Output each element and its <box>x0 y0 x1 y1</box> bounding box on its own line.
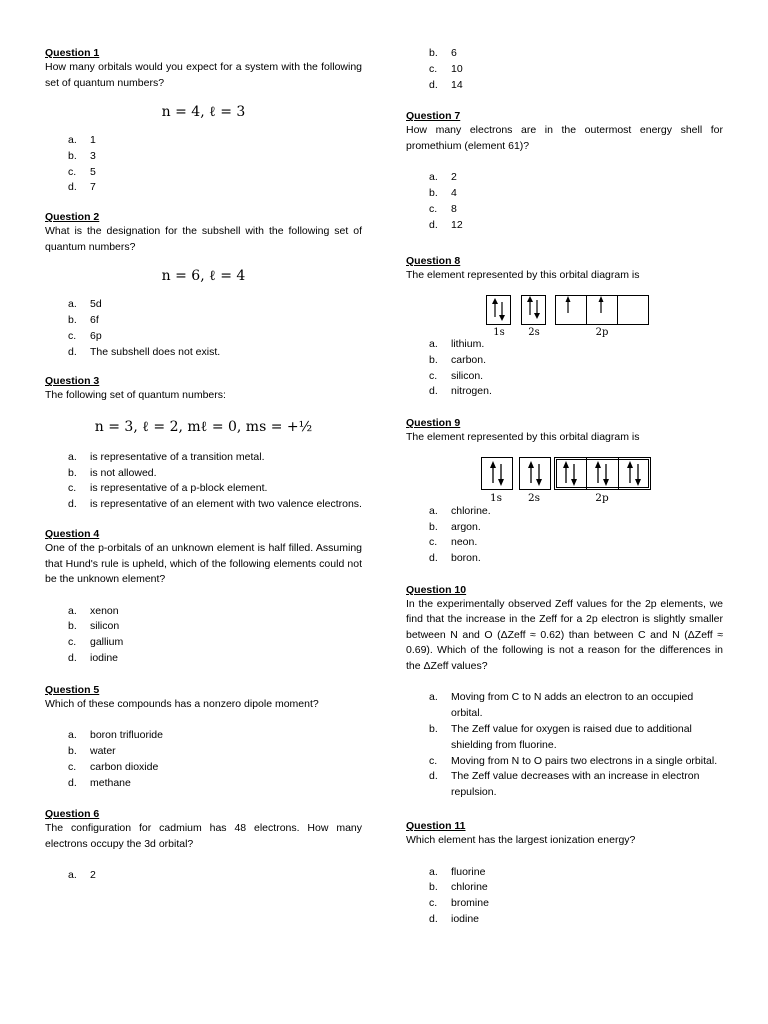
orbital-label-1s: 1s <box>493 327 505 338</box>
answer-option[interactable] <box>45 760 362 776</box>
option-text: 5d <box>90 298 102 311</box>
orbital-diagram <box>406 287 723 337</box>
answer-option[interactable] <box>406 170 723 186</box>
option-text: xenon <box>90 604 119 617</box>
answer-option[interactable] <box>406 46 723 62</box>
answer-options <box>406 865 723 928</box>
question-heading: Question 2 <box>45 211 100 224</box>
answer-option[interactable] <box>406 218 723 234</box>
option-letter: d. <box>429 770 438 783</box>
option-letter: c. <box>429 62 438 75</box>
question-text: In the experimentally observed Zeff values for the 2p elements, we find that the increase in the Zeff for a 2p electron is slightly smaller between N and O (ΔZeff ≈ 0.62) than between C and N (ΔZeff ≈ 0.69). Which of the following is not a reason for the differences in the ΔZeff values? <box>406 597 723 672</box>
option-text: The Zeff value decreases with an increase in electron repulsion. <box>451 770 700 799</box>
option-text: gallium <box>90 636 124 649</box>
option-letter: d. <box>68 345 77 358</box>
answer-option[interactable] <box>45 297 362 313</box>
option-text: 10 <box>451 62 463 75</box>
answer-option[interactable] <box>45 776 362 792</box>
question-3 <box>45 374 362 513</box>
question-heading: Question 4 <box>45 528 100 541</box>
spin-down-arrow <box>536 479 542 486</box>
option-letter: d. <box>429 552 438 565</box>
answer-option[interactable] <box>45 868 362 884</box>
question-7 <box>406 109 723 233</box>
option-text: iodine <box>90 651 119 664</box>
option-letter: b. <box>68 149 77 162</box>
option-letter: b. <box>429 353 438 366</box>
option-letter: a. <box>68 134 77 146</box>
answer-option[interactable] <box>406 690 723 722</box>
orbital-box-2s <box>522 296 546 325</box>
option-letter: a. <box>429 338 438 351</box>
spin-down-arrow <box>635 479 641 486</box>
option-letter: a. <box>68 450 77 463</box>
question-heading: Question 6 <box>45 808 100 821</box>
right-column <box>406 46 723 928</box>
option-text: is not allowed. <box>90 466 157 479</box>
option-letter: c. <box>429 369 438 382</box>
answer-option[interactable] <box>406 551 723 567</box>
answer-option[interactable] <box>45 180 362 196</box>
question-heading: Question 5 <box>45 683 100 696</box>
option-letter: b. <box>429 723 438 736</box>
question-heading: Question 3 <box>45 375 100 388</box>
spin-up-arrow <box>527 296 533 302</box>
spin-down-arrow <box>498 479 504 486</box>
answer-option[interactable] <box>45 466 362 482</box>
option-text: 4 <box>451 187 457 200</box>
option-text: chlorine. <box>451 504 491 517</box>
answer-option[interactable] <box>406 369 723 385</box>
option-letter: b. <box>68 313 77 326</box>
question-4 <box>45 527 362 667</box>
option-text: 1 <box>90 134 96 146</box>
answer-option[interactable] <box>406 896 723 912</box>
quantum-equation: n = 6, ℓ = 4 <box>161 268 246 285</box>
option-letter: d. <box>68 776 77 789</box>
orbital-label-2p: 2p <box>595 491 609 504</box>
option-text: 6p <box>90 329 102 342</box>
option-letter: b. <box>429 881 438 894</box>
spin-up-arrow <box>595 461 601 468</box>
question-9 <box>406 416 723 567</box>
option-text: lithium. <box>451 338 485 351</box>
option-text: is representative of an element with two valence electrons. <box>90 498 362 511</box>
question-text: Which of these compounds has a nonzero dipole moment? <box>45 697 319 710</box>
orbital-label-2s: 2s <box>527 491 541 504</box>
option-letter: c. <box>429 897 438 910</box>
answer-option[interactable] <box>406 520 723 536</box>
spin-up-arrow <box>627 461 633 468</box>
question-text: Which element has the largest ionization energy? <box>406 834 636 847</box>
option-text: neon. <box>451 536 478 549</box>
option-letter: a. <box>429 865 438 878</box>
option-text: 6 <box>451 47 457 59</box>
answer-option[interactable] <box>45 133 362 149</box>
option-letter: d. <box>429 912 438 925</box>
option-letter: c. <box>429 536 438 549</box>
option-letter: c. <box>68 329 77 342</box>
option-text: nitrogen. <box>451 385 492 398</box>
question-5 <box>45 683 362 792</box>
option-text: Moving from C to N adds an electron to an occupied orbital. <box>451 691 694 720</box>
option-letter: d. <box>68 498 77 511</box>
answer-options <box>45 868 362 884</box>
option-letter: d. <box>429 385 438 398</box>
option-text: silicon. <box>451 369 484 382</box>
option-letter: a. <box>68 729 77 742</box>
option-letter: a. <box>68 869 77 882</box>
option-text: carbon. <box>451 353 487 366</box>
answer-option[interactable] <box>406 535 723 551</box>
answer-option[interactable] <box>45 635 362 651</box>
option-text: 5 <box>90 165 96 178</box>
question-text: The configuration for cadmium has 48 electrons. How many electrons occupy the 3d orbital? <box>45 822 362 850</box>
orbital-box-2p <box>555 457 651 489</box>
option-text: is representative of a transition metal. <box>90 450 265 463</box>
option-letter: a. <box>429 691 438 704</box>
answer-options <box>45 133 362 196</box>
quantum-equation: n = 4, ℓ = 3 <box>161 104 246 120</box>
answer-option[interactable] <box>45 619 362 635</box>
spin-up-arrow <box>492 298 498 304</box>
option-text: 14 <box>451 78 463 91</box>
option-text: carbon dioxide <box>90 760 159 773</box>
spin-down-arrow <box>571 479 577 486</box>
option-text: is representative of a p-block element. <box>90 482 268 495</box>
question-text: How many orbitals would you expect for a system with the following set of quantum numbers? <box>45 61 362 89</box>
question-10 <box>406 583 723 801</box>
answer-option[interactable] <box>406 78 723 94</box>
answer-option[interactable] <box>406 337 723 353</box>
option-letter: c. <box>68 482 77 495</box>
answer-option[interactable] <box>45 345 362 361</box>
option-text: 8 <box>451 202 457 215</box>
option-text: 6f <box>90 313 99 326</box>
left-column <box>45 46 362 884</box>
spin-down-arrow <box>499 315 505 321</box>
answer-option[interactable] <box>45 165 362 181</box>
answer-option[interactable] <box>406 722 723 754</box>
answer-option[interactable] <box>45 744 362 760</box>
question-2 <box>45 210 362 360</box>
option-letter: d. <box>429 78 438 91</box>
answer-options <box>406 46 723 93</box>
answer-options <box>406 690 723 801</box>
option-text: Moving from N to O pairs two electrons in a single orbital. <box>451 754 718 767</box>
answer-option[interactable] <box>406 754 723 770</box>
orbital-box-1s <box>487 296 511 325</box>
question-heading: Question 11 <box>406 820 466 833</box>
spin-down-arrow <box>534 313 540 319</box>
question-heading: Question 8 <box>406 254 461 267</box>
option-text: 7 <box>90 181 96 194</box>
answer-option[interactable] <box>45 728 362 744</box>
answer-options <box>406 170 723 233</box>
spin-up-arrow <box>490 461 496 468</box>
option-letter: b. <box>68 620 77 633</box>
answer-option[interactable] <box>406 504 723 520</box>
answer-options <box>406 337 723 400</box>
option-letter: c. <box>68 760 77 773</box>
option-letter: b. <box>429 187 438 200</box>
option-text: 2 <box>451 171 457 184</box>
option-letter: a. <box>68 298 77 311</box>
question-1 <box>45 46 362 196</box>
option-letter: a. <box>429 171 438 184</box>
question-heading: Question 9 <box>406 417 461 430</box>
option-letter: b. <box>68 745 77 758</box>
question-text: What is the designation for the subshell with the following set of quantum numbers? <box>45 225 362 253</box>
option-text: iodine <box>451 912 480 925</box>
option-text: 3 <box>90 149 96 162</box>
answer-option[interactable] <box>406 769 723 801</box>
question-text: The element represented by this orbital diagram is <box>406 268 640 281</box>
question-heading: Question 7 <box>406 110 461 123</box>
option-text: The subshell does not exist. <box>90 345 221 358</box>
answer-option[interactable] <box>45 651 362 667</box>
option-text: argon. <box>451 520 481 533</box>
spin-up-arrow <box>599 296 604 302</box>
quantum-equation: n = 3, ℓ = 2, mℓ = 0, ms = +½ <box>94 418 313 435</box>
spin-up-arrow <box>563 461 569 468</box>
answer-option[interactable] <box>45 149 362 165</box>
orbital-box-1s <box>482 457 513 489</box>
answer-option[interactable] <box>45 604 362 620</box>
question-11 <box>406 819 723 928</box>
answer-options <box>45 297 362 360</box>
answer-options <box>45 450 362 513</box>
question-6-continued <box>406 46 723 93</box>
answer-option[interactable] <box>406 353 723 369</box>
option-letter: d. <box>68 181 77 194</box>
answer-option[interactable] <box>406 202 723 218</box>
option-letter: b. <box>68 466 77 479</box>
question-heading: Question 1 <box>45 47 100 59</box>
option-text: The Zeff value for oxygen is raised due to additional shielding from fluorine. <box>451 723 692 751</box>
option-text: 12 <box>451 218 463 231</box>
answer-option[interactable] <box>406 880 723 896</box>
option-text: fluorine <box>451 865 486 878</box>
spin-down-arrow <box>603 479 609 486</box>
option-text: bromine <box>451 897 489 910</box>
option-letter: c. <box>429 202 438 215</box>
option-letter: c. <box>68 165 77 178</box>
orbital-label-1s: 1s <box>489 491 503 504</box>
option-text: water <box>90 745 116 758</box>
question-8 <box>406 254 723 401</box>
option-letter: b. <box>429 520 438 533</box>
question-text: How many electrons are in the outermost energy shell for promethium (element 61)? <box>406 124 723 152</box>
option-text: chlorine <box>451 881 488 894</box>
answer-option[interactable] <box>406 186 723 202</box>
option-text: 2 <box>90 869 96 882</box>
orbital-box-2s <box>520 457 551 489</box>
spin-up-arrow <box>528 461 534 468</box>
option-letter: c. <box>429 754 438 767</box>
question-text: The following set of quantum numbers: <box>45 389 226 402</box>
option-text: silicon <box>90 620 120 633</box>
answer-options <box>45 604 362 667</box>
answer-option[interactable] <box>406 912 723 928</box>
answer-option[interactable] <box>45 450 362 466</box>
answer-options <box>406 504 723 567</box>
orbital-label-2p: 2p <box>595 327 609 338</box>
option-text: boron trifluoride <box>90 729 163 742</box>
orbital-label-2s: 2s <box>528 327 540 338</box>
answer-option[interactable] <box>406 384 723 400</box>
spin-up-arrow <box>566 296 571 302</box>
option-letter: a. <box>68 604 77 617</box>
question-text: One of the p-orbitals of an unknown element is half filled. Assuming that Hund's rule is upheld, which of the following elements could not be the unknown element? <box>45 542 362 586</box>
option-text: boron. <box>451 552 481 565</box>
question-6 <box>45 807 362 884</box>
question-heading: Question 10 <box>406 583 467 596</box>
option-letter: a. <box>429 504 438 517</box>
answer-option[interactable] <box>45 329 362 345</box>
option-letter: d. <box>429 218 438 231</box>
option-letter: c. <box>68 636 77 649</box>
orbital-diagram <box>406 452 723 504</box>
option-letter: d. <box>68 651 77 664</box>
answer-option[interactable] <box>45 481 362 497</box>
answer-option[interactable] <box>406 865 723 881</box>
answer-option[interactable] <box>406 62 723 78</box>
option-letter: b. <box>429 47 438 59</box>
answer-options <box>45 728 362 791</box>
answer-option[interactable] <box>45 313 362 329</box>
question-text: The element represented by this orbital diagram is <box>406 431 640 444</box>
answer-option[interactable] <box>45 497 362 513</box>
option-text: methane <box>90 776 131 789</box>
